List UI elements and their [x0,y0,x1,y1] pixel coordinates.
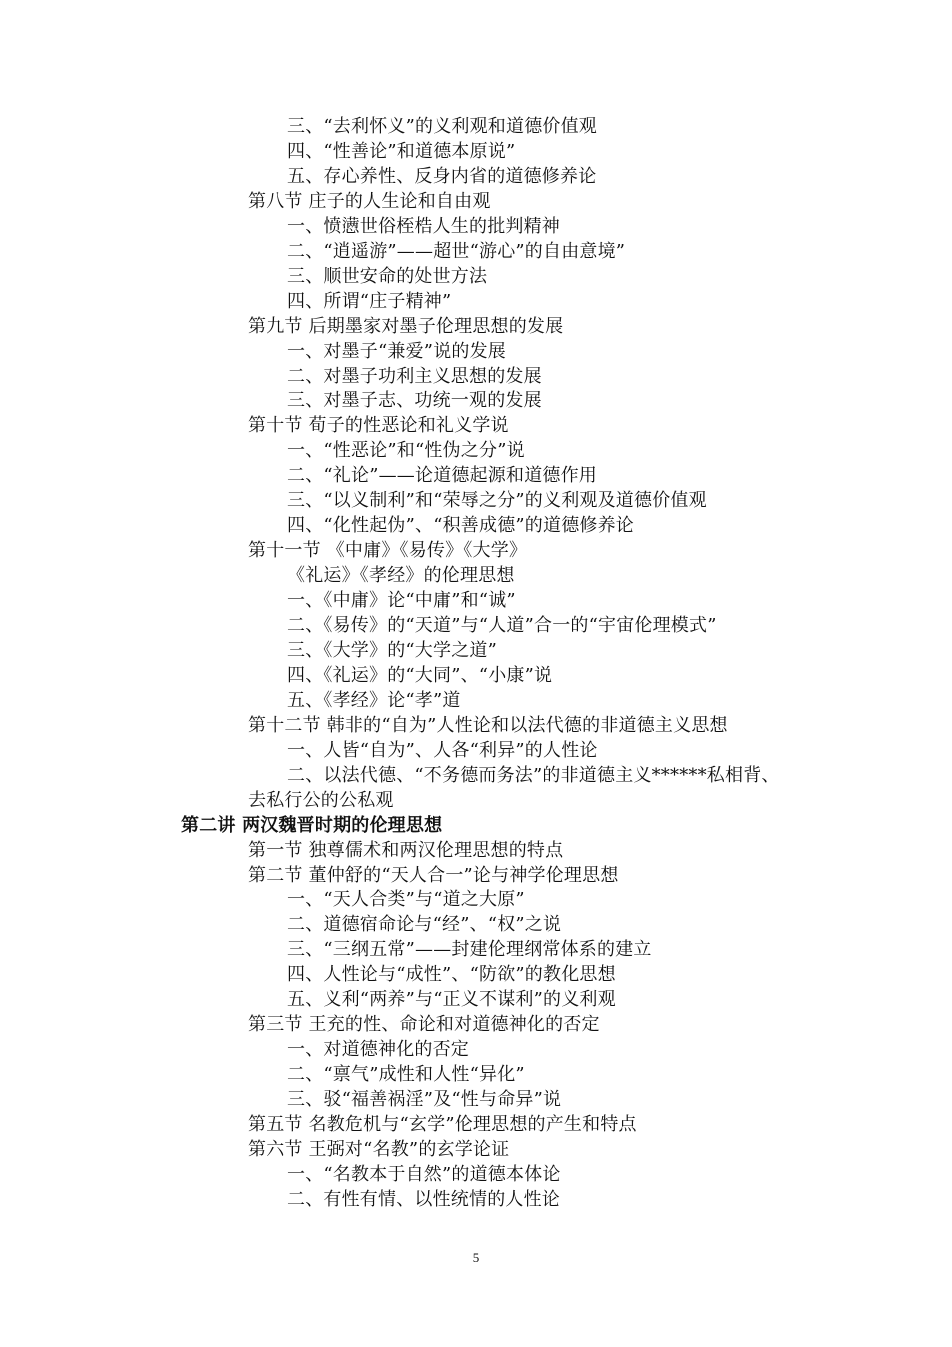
toc-section: 第三节 王充的性、命论和对道德神化的否定 [248,1014,600,1036]
toc-item: 三、驳“福善祸淫”及“性与命异”说 [287,1089,562,1111]
toc-item: 二、道德宿命论与“经”、“权”之说 [287,914,562,936]
toc-section: 第一节 独尊儒术和两汉伦理思想的特点 [248,839,564,861]
toc-item: 一、对墨子“兼爱”说的发展 [287,340,507,362]
toc-section: 第十一节 《中庸》《易传》《大学》 [248,540,528,562]
toc-item: 四、《礼运》的“大同”、“小康”说 [287,664,553,686]
toc-item: 一、“名教本于自然”的道德本体论 [287,1163,561,1185]
toc-item: 二、有性有情、以性统情的人性论 [287,1188,560,1210]
toc-item: 三、“去利怀义”的义利观和道德价值观 [287,116,598,137]
toc-item: 一、“天人合类”与“道之大原” [287,889,525,911]
toc-item: 三、“以义制利”和“荣辱之分”的义利观及道德价值观 [287,490,707,512]
toc-item: 二、“禀气”成性和人性“异化” [287,1064,525,1086]
toc-section: 第六节 王弼对“名教”的玄学论证 [248,1138,510,1160]
chapter-heading: 第二讲 两汉魏晋时期的伦理思想 [181,814,443,836]
toc-item: 二、“礼论”——论道德起源和道德作用 [287,465,598,487]
toc-item: 三、《大学》的“大学之道” [287,639,498,661]
toc-item: 一、人皆“自为”、人各“利异”的人性论 [287,739,598,761]
toc-item: 三、“三纲五常”——封建伦理纲常体系的建立 [287,939,652,961]
toc-item: 五、义利“两养”与“正义不谋利”的义利观 [287,989,616,1011]
toc-item: 五、《孝经》论“孝”道 [287,689,461,711]
toc-item: 一、“性恶论”和“性伪之分”说 [287,440,525,462]
toc-section: 《礼运》《孝经》的伦理思想 [287,565,515,587]
toc-item: 四、所谓“庄子精神” [287,290,452,312]
toc-item: 三、顺世安命的处世方法 [287,265,488,287]
toc-item: 一、对道德神化的否定 [287,1039,469,1061]
page-number: 5 [472,1250,480,1265]
toc-item: 三、对墨子志、功统一观的发展 [287,390,542,412]
toc-item: 四、“性善论”和道德本原说” [287,140,516,162]
toc-item: 五、存心养性、反身内省的道德修养论 [287,165,597,187]
toc-item: 二、《易传》的“天道”与“人道”合一的“宇宙伦理模式” [287,615,717,636]
toc-section: 第十二节 韩非的“自为”人性论和以法代德的非道德主义思想 [248,714,728,736]
toc-section: 第二节 董仲舒的“天人合一”论与神学伦理思想 [248,864,619,886]
toc-section: 第五节 名教危机与“玄学”伦理思想的产生和特点 [248,1114,637,1135]
toc-item: 一、愤懑世俗桎梏人生的批判精神 [287,215,560,237]
toc-section: 第八节 庄子的人生论和自由观 [248,190,491,212]
toc-section: 第九节 后期墨家对墨子伦理思想的发展 [248,315,564,337]
toc-item: 二、以法代德、“不务德而务法”的非道德主义******私相背、 [287,764,780,786]
toc-item: 一、《中庸》论“中庸”和“诚” [287,590,516,612]
toc-item: 四、“化性起伪”、“积善成德”的道德修养论 [287,515,635,537]
toc-section: 第十节 荀子的性恶论和礼义学说 [248,415,509,437]
toc-item: 四、人性论与“成性”、“防欲”的教化思想 [287,964,616,986]
toc-section: 去私行公的公私观 [248,789,394,811]
toc-item: 二、对墨子功利主义思想的发展 [287,365,542,387]
toc-item: 二、“逍遥游”——超世“游心”的自由意境” [287,240,626,262]
